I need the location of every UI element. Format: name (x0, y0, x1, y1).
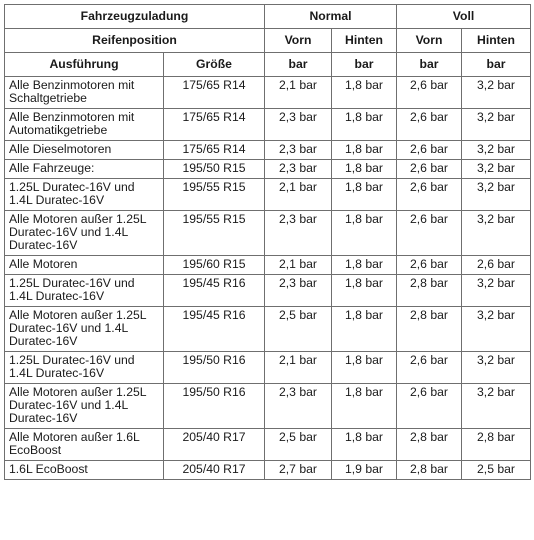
header-full-rear: Hinten (462, 29, 531, 53)
pressure-normal-front: 2,7 bar (265, 461, 332, 480)
pressure-full-front: 2,6 bar (397, 211, 462, 256)
engine-description-line: Duratec-16V und 1.4L (9, 398, 129, 412)
engine-description (5, 160, 164, 179)
tire-size: 205/40 R17 (164, 461, 265, 480)
engine-description-line: 1.4L Duratec-16V (9, 289, 105, 303)
pressure-full-rear: 2,6 bar (462, 256, 531, 275)
pressure-full-front: 2,6 bar (397, 352, 462, 384)
engine-description-line: Alle Benzinmotoren mit (9, 110, 135, 124)
table-row (5, 141, 531, 160)
pressure-normal-rear: 1,8 bar (332, 307, 397, 352)
pressure-normal-rear: 1,8 bar (332, 179, 397, 211)
pressure-normal-rear: 1,8 bar (332, 429, 397, 461)
header-unit-full-rear: bar (462, 53, 531, 77)
header-unit-normal-front: bar (265, 53, 332, 77)
engine-description (5, 384, 164, 429)
pressure-normal-front: 2,1 bar (265, 256, 332, 275)
tire-size: 195/45 R16 (164, 275, 265, 307)
pressure-normal-front: 2,1 bar (265, 179, 332, 211)
engine-description (5, 275, 164, 307)
pressure-full-rear: 2,5 bar (462, 461, 531, 480)
header-unit-full-front: bar (397, 53, 462, 77)
tire-size: 175/65 R14 (164, 141, 265, 160)
table-row (5, 384, 531, 429)
table-row (5, 352, 531, 384)
table-row (5, 461, 531, 480)
header-unit-normal-rear: bar (332, 53, 397, 77)
pressure-full-front: 2,6 bar (397, 109, 462, 141)
pressure-normal-rear: 1,8 bar (332, 211, 397, 256)
engine-description-line: 1.25L Duratec-16V und (9, 180, 135, 194)
engine-description (5, 179, 164, 211)
pressure-normal-front: 2,3 bar (265, 109, 332, 141)
pressure-normal-rear: 1,8 bar (332, 109, 397, 141)
table-row (5, 160, 531, 179)
tire-size: 195/50 R16 (164, 352, 265, 384)
pressure-full-rear: 3,2 bar (462, 109, 531, 141)
engine-description-line: Duratec-16V (9, 238, 78, 252)
pressure-normal-front: 2,1 bar (265, 352, 332, 384)
engine-description-line: Duratec-16V (9, 411, 78, 425)
engine-description-line: Duratec-16V und 1.4L (9, 321, 129, 335)
engine-description (5, 256, 164, 275)
pressure-normal-front: 2,3 bar (265, 275, 332, 307)
table-body (5, 77, 531, 480)
tire-size: 195/45 R16 (164, 307, 265, 352)
engine-description-line: Alle Motoren (9, 257, 78, 271)
pressure-normal-rear: 1,8 bar (332, 141, 397, 160)
engine-description (5, 141, 164, 160)
header-normal: Normal (265, 5, 397, 29)
pressure-normal-front: 2,3 bar (265, 160, 332, 179)
tire-pressure-table (4, 4, 531, 480)
pressure-full-rear: 3,2 bar (462, 179, 531, 211)
header-full-front: Vorn (397, 29, 462, 53)
engine-description-line: Alle Fahrzeuge: (9, 161, 95, 175)
pressure-full-front: 2,6 bar (397, 160, 462, 179)
pressure-full-front: 2,6 bar (397, 77, 462, 109)
pressure-normal-front: 2,3 bar (265, 384, 332, 429)
engine-description-line: 1.25L Duratec-16V und (9, 276, 135, 290)
pressure-normal-front: 2,3 bar (265, 211, 332, 256)
header-vehicle-load: Fahrzeugzuladung (5, 5, 265, 29)
pressure-normal-rear: 1,8 bar (332, 256, 397, 275)
tire-size: 175/65 R14 (164, 77, 265, 109)
engine-description (5, 429, 164, 461)
engine-description-line: Automatikgetriebe (9, 123, 108, 137)
tire-size: 195/50 R16 (164, 384, 265, 429)
engine-description-line: Duratec-16V und 1.4L (9, 225, 129, 239)
header-normal-rear: Hinten (332, 29, 397, 53)
engine-description-line: Schaltgetriebe (9, 91, 87, 105)
pressure-full-rear: 3,2 bar (462, 307, 531, 352)
header-size: Größe (164, 53, 265, 77)
pressure-full-front: 2,6 bar (397, 141, 462, 160)
pressure-normal-front: 2,1 bar (265, 77, 332, 109)
engine-description-line: Alle Dieselmotoren (9, 142, 112, 156)
header-row-load (5, 5, 531, 29)
engine-description-line: Alle Motoren außer 1.25L (9, 212, 147, 226)
table-row (5, 256, 531, 275)
pressure-full-front: 2,8 bar (397, 307, 462, 352)
header-tire-position: Reifenposition (5, 29, 265, 53)
engine-description (5, 352, 164, 384)
header-row-columns (5, 53, 531, 77)
pressure-full-rear: 3,2 bar (462, 352, 531, 384)
engine-description (5, 109, 164, 141)
engine-description-line: EcoBoost (9, 443, 62, 457)
pressure-normal-rear: 1,8 bar (332, 275, 397, 307)
table-row (5, 307, 531, 352)
pressure-full-rear: 3,2 bar (462, 384, 531, 429)
table-row (5, 429, 531, 461)
engine-description-line: 1.6L EcoBoost (9, 462, 88, 476)
engine-description (5, 461, 164, 480)
pressure-normal-rear: 1,8 bar (332, 77, 397, 109)
pressure-full-rear: 3,2 bar (462, 160, 531, 179)
pressure-full-rear: 3,2 bar (462, 275, 531, 307)
pressure-full-front: 2,8 bar (397, 461, 462, 480)
pressure-full-front: 2,6 bar (397, 256, 462, 275)
header-row-position (5, 29, 531, 53)
engine-description-line: Alle Motoren außer 1.25L (9, 308, 147, 322)
pressure-normal-rear: 1,8 bar (332, 352, 397, 384)
tire-size: 195/55 R15 (164, 179, 265, 211)
tire-size: 175/65 R14 (164, 109, 265, 141)
pressure-full-rear: 3,2 bar (462, 77, 531, 109)
engine-description-line: Alle Benzinmotoren mit (9, 78, 135, 92)
tire-size: 195/50 R15 (164, 160, 265, 179)
engine-description (5, 211, 164, 256)
header-full: Voll (397, 5, 531, 29)
pressure-full-front: 2,6 bar (397, 384, 462, 429)
tire-size: 205/40 R17 (164, 429, 265, 461)
engine-description-line: 1.25L Duratec-16V und (9, 353, 135, 367)
pressure-full-front: 2,6 bar (397, 179, 462, 211)
header-version: Ausführung (5, 53, 164, 77)
table-row (5, 275, 531, 307)
table-row (5, 211, 531, 256)
pressure-full-rear: 3,2 bar (462, 141, 531, 160)
pressure-full-rear: 3,2 bar (462, 211, 531, 256)
pressure-normal-front: 2,3 bar (265, 141, 332, 160)
table-row (5, 179, 531, 211)
pressure-normal-rear: 1,8 bar (332, 160, 397, 179)
pressure-normal-front: 2,5 bar (265, 429, 332, 461)
pressure-normal-rear: 1,9 bar (332, 461, 397, 480)
engine-description-line: 1.4L Duratec-16V (9, 193, 105, 207)
pressure-full-front: 2,8 bar (397, 275, 462, 307)
engine-description (5, 307, 164, 352)
pressure-normal-front: 2,5 bar (265, 307, 332, 352)
engine-description-line: 1.4L Duratec-16V (9, 366, 105, 380)
header-normal-front: Vorn (265, 29, 332, 53)
pressure-normal-rear: 1,8 bar (332, 384, 397, 429)
pressure-full-rear: 2,8 bar (462, 429, 531, 461)
pressure-full-front: 2,8 bar (397, 429, 462, 461)
table-row (5, 77, 531, 109)
engine-description-line: Alle Motoren außer 1.6L (9, 430, 140, 444)
engine-description-line: Alle Motoren außer 1.25L (9, 385, 147, 399)
engine-description (5, 77, 164, 109)
engine-description-line: Duratec-16V (9, 334, 78, 348)
tire-size: 195/55 R15 (164, 211, 265, 256)
tire-size: 195/60 R15 (164, 256, 265, 275)
table-row (5, 109, 531, 141)
